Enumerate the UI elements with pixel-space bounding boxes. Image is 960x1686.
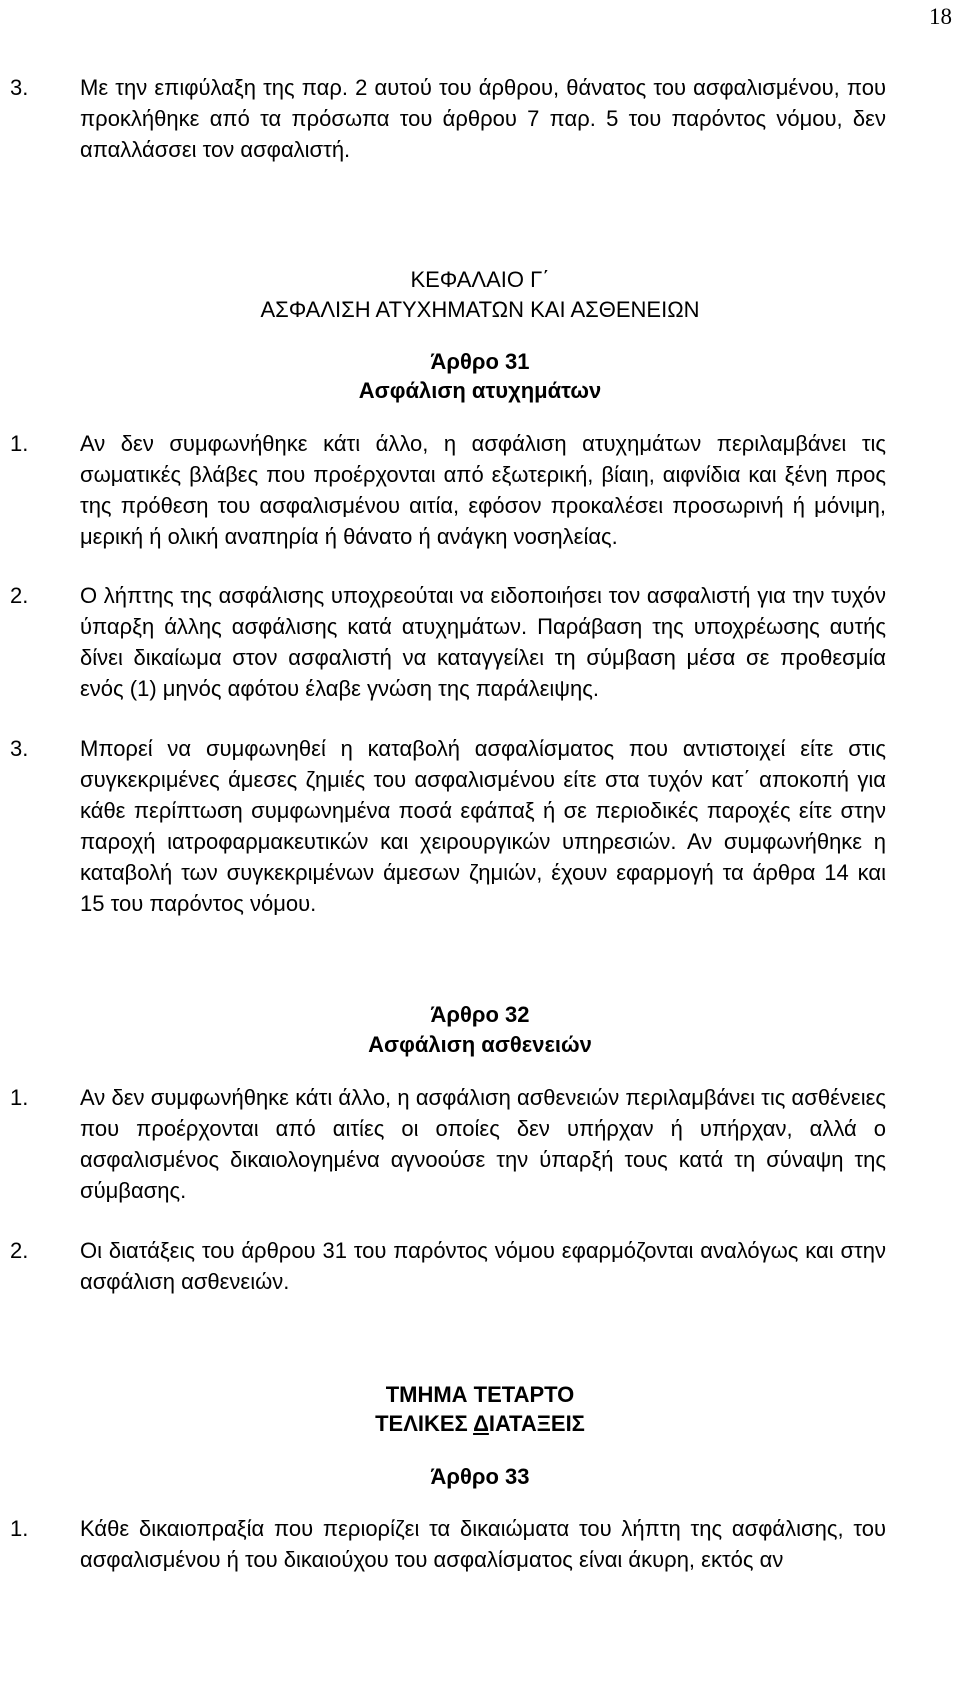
- paragraph-number: 2.: [10, 1238, 29, 1263]
- section-heading: ΤΜΗΜΑ ΤΕΤΑΡΤΟ: [385, 1382, 575, 1407]
- paragraph-number: 3.: [10, 75, 29, 100]
- article-32-heading: Άρθρο 32: [430, 1002, 530, 1027]
- paragraph-text: Μπορεί να συμφωνηθεί η καταβολή ασφαλίσματος που αντιστοιχεί είτε στις συγκεκριμένες άμεσες ζημιές του ασφαλισμένου είτε στα τυχόν κατ΄ αποκοπή για κάθε περίπτωση συμφωνημένα ποσά εφάπαξ ή σε περιοδικές παροχές είτε στην παροχή ιατροφαρμακευτικών και χειρουργικών υπηρεσιών. Αν συμφωνήθηκε η καταβολή των συγκεκριμένων άμεσων ζημιών, έχουν εφαρμογή τα άρθρα 14 και 15 του παρόντος νόμου.: [80, 736, 886, 916]
- article-31-title: Ασφάλιση ατυχημάτων: [358, 378, 602, 403]
- paragraph-text: Αν δεν συμφωνήθηκε κάτι άλλο, η ασφάλιση ατυχημάτων περιλαμβάνει τις σωματικές βλάβες που προέρχονται από εξωτερική, βίαιη, αιφνίδια και ξένη προς της πρόθεση του ασφαλισμένου αιτία, εφόσον προκαλέσει προσωρινή ή μόνιμη, μερική ή ολική αναπηρία ή θάνατο ή ανάγκη νοσηλείας.: [80, 431, 886, 549]
- page-number: 18: [929, 4, 952, 29]
- paragraph-text: Ο λήπτης της ασφάλισης υποχρεούται να ειδοποιήσει τον ασφαλιστή για την τυχόν ύπαρξη άλλης ασφάλισης κατά ατυχημάτων. Παράβαση της υποχρέωσης αυτής δίνει δικαίωμα στον ασφαλιστή να καταγγείλει τη σύμβαση μέσα σε προθεσμία ενός (1) μηνός αφότου έλαβε γνώση της παράλειψης.: [80, 583, 886, 701]
- paragraph-a30-3: [10, 72, 886, 165]
- paragraph-text: Οι διατάξεις του άρθρου 31 του παρόντος νόμου εφαρμόζονται αναλόγως και στην ασφάλιση ασθενειών.: [80, 1238, 886, 1294]
- article-31-heading: Άρθρο 31: [430, 349, 530, 374]
- paragraph-number: 2.: [10, 583, 29, 608]
- paragraph-a31-3: [10, 733, 886, 919]
- chapter-title: ΑΣΦΑΛΙΣΗ ΑΤΥΧΗΜΑΤΩΝ ΚΑΙ ΑΣΘΕΝΕΙΩΝ: [260, 297, 700, 322]
- section-title: ΤΕΛΙΚΕΣ ΔΙΑΤΑΞΕΙΣ: [375, 1411, 585, 1436]
- paragraph-a31-1: [10, 428, 886, 552]
- paragraph-a33-1: [10, 1513, 886, 1575]
- paragraph-number: 1.: [10, 1516, 29, 1541]
- paragraph-number: 3.: [10, 736, 29, 761]
- paragraph-number: 1.: [10, 431, 29, 456]
- paragraph-text: Με την επιφύλαξη της παρ. 2 αυτού του άρθρου, θάνατος του ασφαλισμένου, που προκλήθηκε από τα πρόσωπα του άρθρου 7 παρ. 5 του παρόντος νόμου, δεν απαλλάσσει τον ασφαλιστή.: [80, 75, 886, 162]
- article-32-title: Ασφάλιση ασθενειών: [368, 1032, 592, 1057]
- paragraph-text: Αν δεν συμφωνήθηκε κάτι άλλο, η ασφάλιση ασθενειών περιλαμβάνει τις ασθένειες που προέρχονται από αιτίες οι οποίες δεν υπήρχαν ή υπήρχαν, αλλά ο ασφαλισμένος δικαιολογημένα αγνοούσε την ύπαρξή τους κατά τη σύναψη της σύμβασης.: [80, 1085, 886, 1203]
- chapter-heading: ΚΕΦΑΛΑΙΟ Γ΄: [410, 267, 550, 292]
- paragraph-a32-1: [10, 1082, 886, 1206]
- paragraph-a32-2: [10, 1235, 886, 1297]
- paragraph-text: Κάθε δικαιοπραξία που περιορίζει τα δικαιώματα του λήπτη της ασφάλισης, του ασφαλισμένου ή του δικαιούχου του ασφαλίσματος είναι άκυρη, εκτός αν: [80, 1516, 886, 1572]
- article-33-heading: Άρθρο 33: [430, 1464, 530, 1489]
- paragraph-number: 1.: [10, 1085, 29, 1110]
- paragraph-a31-2: [10, 580, 886, 704]
